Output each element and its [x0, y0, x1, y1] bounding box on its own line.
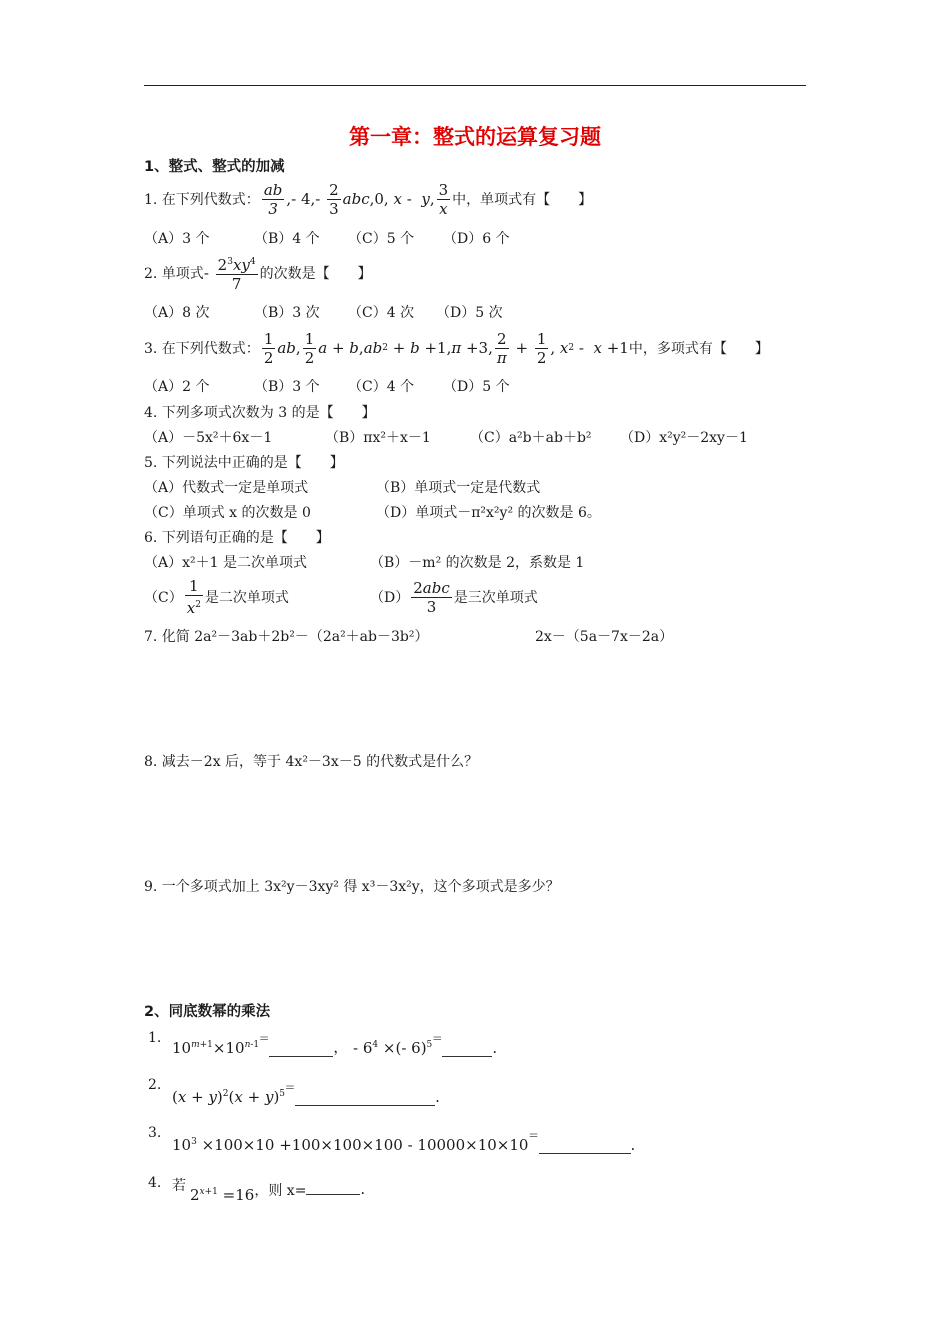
q4-option-a: （A）－5x²＋6x－1: [144, 430, 273, 446]
page-title: 第一章：整式的运算复习题: [349, 124, 601, 149]
s2-q2-blank[interactable]: [295, 1093, 435, 1106]
q5-option-c: （C）单项式 x 的次数是 0: [144, 505, 311, 521]
s2-q3-expression: $10^3 \times 100\times 10 +100\times 100\times 100 - 10000\times 10\times 10$ = .: [172, 1128, 636, 1154]
q3-option-d: （D）5 个: [443, 379, 510, 395]
question-4: 4. 下列多项式次数为 3 的是【 】: [144, 405, 376, 421]
s2-q3-number: 3.: [148, 1125, 162, 1141]
question-9: 9. 一个多项式加上 3x²y－3xy² 得 x³－3x²y，这个多项式是多少？: [144, 879, 560, 895]
q1-suffix: 中，单项式有【 】: [452, 192, 593, 208]
q6-d-fraction: $\frac{\text{2abc}}{3}$: [413, 578, 450, 616]
question-8: 8. 减去－2x 后，等于 4x²－3x－5 的代数式是什么？: [144, 754, 479, 770]
q3-expression: $\frac{1}{2}$ ab , $\frac{1}{2}$ a + b , ab 2 + b +1, π +3, $\frac{2}{\pi}$ + $\frac{1}{2}$ , x 2 - x +1: [263, 329, 629, 367]
s2-q4-prefix: 若: [172, 1178, 186, 1194]
q6-c-fraction: $\frac{1}{x^2}$: [186, 577, 201, 617]
section-heading-1: 1、整式、整式的加减: [144, 159, 285, 175]
s2-q1-expression: $10^{m+1}\times 10^{n-1}$ = ， - $6^4$ ×(- 6)$^5$ = .: [172, 1031, 498, 1057]
q2-option-d: （D）5 次: [436, 305, 503, 321]
s2-q4-expression: $2^{x+1} =16$ ，则 x= .: [190, 1180, 366, 1204]
q1-option-d: （D）6 个: [443, 231, 510, 247]
q6-option-a: （A）x²＋1 是二次单项式: [144, 555, 307, 571]
q6-option-d: （D） $\frac{\text{2abc}}{3}$ 是三次单项式: [370, 578, 538, 616]
top-rule: [144, 85, 806, 86]
q2-option-b: （B）3 次: [254, 305, 320, 321]
question-5: 5. 下列说法中正确的是【 】: [144, 455, 344, 471]
s2-q2-number: 2.: [148, 1077, 162, 1093]
q3-option-a: （A）2 个: [144, 379, 210, 395]
s2-q1-blank-2[interactable]: [442, 1044, 492, 1057]
question-7-left: 7. 化简 2a²－3ab＋2b²－（2a²＋ab－3b²）: [144, 629, 429, 645]
q4-option-b: （B）πx²＋x－1: [325, 430, 431, 446]
q1-option-a: （A）3 个: [144, 231, 210, 247]
q5-option-a: （A）代数式一定是单项式: [144, 480, 309, 496]
q2-prefix: 2. 单项式: [144, 266, 204, 282]
q3-prefix: 3. 在下列代数式：: [144, 341, 260, 357]
question-1: [144, 177, 592, 221]
q1-expression: $\frac{ab}{3}$ ,- 4,- $\frac{2}{3}$ abc ,0, x - y , $\frac{3}{x}$: [263, 180, 449, 218]
q1-option-c: （C）5 个: [348, 231, 415, 247]
q6-option-b: （B）－m² 的次数是 2，系数是 1: [370, 555, 585, 571]
s2-q2-expression: $(x + y)^2(x + y)^5$ = .: [172, 1080, 440, 1106]
question-3: [144, 326, 769, 370]
q3-option-c: （C）4 个: [348, 379, 415, 395]
question-2: [144, 252, 372, 294]
q2-suffix: 的次数是【 】: [259, 266, 372, 282]
q2-option-a: （A）8 次: [144, 305, 210, 321]
s2-q4-blank[interactable]: [306, 1182, 360, 1195]
q1-option-b: （B）4 个: [254, 231, 320, 247]
q5-option-d: （D）单项式－π²x²y² 的次数是 6。: [376, 505, 601, 521]
s2-q1-number: 1.: [148, 1030, 162, 1046]
q2-expression: - $\frac{2^3xy^4}{7}$: [203, 256, 256, 293]
q1-prefix: 1. 在下列代数式：: [144, 192, 260, 208]
q4-option-d: （D）x²y²－2xy－1: [620, 430, 748, 446]
q3-option-b: （B）3 个: [254, 379, 320, 395]
q3-suffix: 中，多项式有【 】: [628, 341, 769, 357]
q5-option-b: （B）单项式一定是代数式: [376, 480, 541, 496]
s2-q3-blank[interactable]: [539, 1141, 631, 1154]
question-6: 6. 下列语句正确的是【 】: [144, 530, 330, 546]
q4-option-c: （C）a²b＋ab＋b²: [470, 430, 592, 446]
question-7-right: 2x－（5a－7x－2a）: [535, 629, 674, 645]
q2-option-c: （C）4 次: [348, 305, 415, 321]
s2-q4-number: 4.: [148, 1175, 162, 1191]
q6-option-c: （C） $\frac{1}{x^2}$ 是二次单项式: [144, 577, 289, 617]
s2-q1-blank-1[interactable]: [269, 1044, 333, 1057]
section-heading-2: 2、同底数幂的乘法: [144, 1004, 271, 1020]
